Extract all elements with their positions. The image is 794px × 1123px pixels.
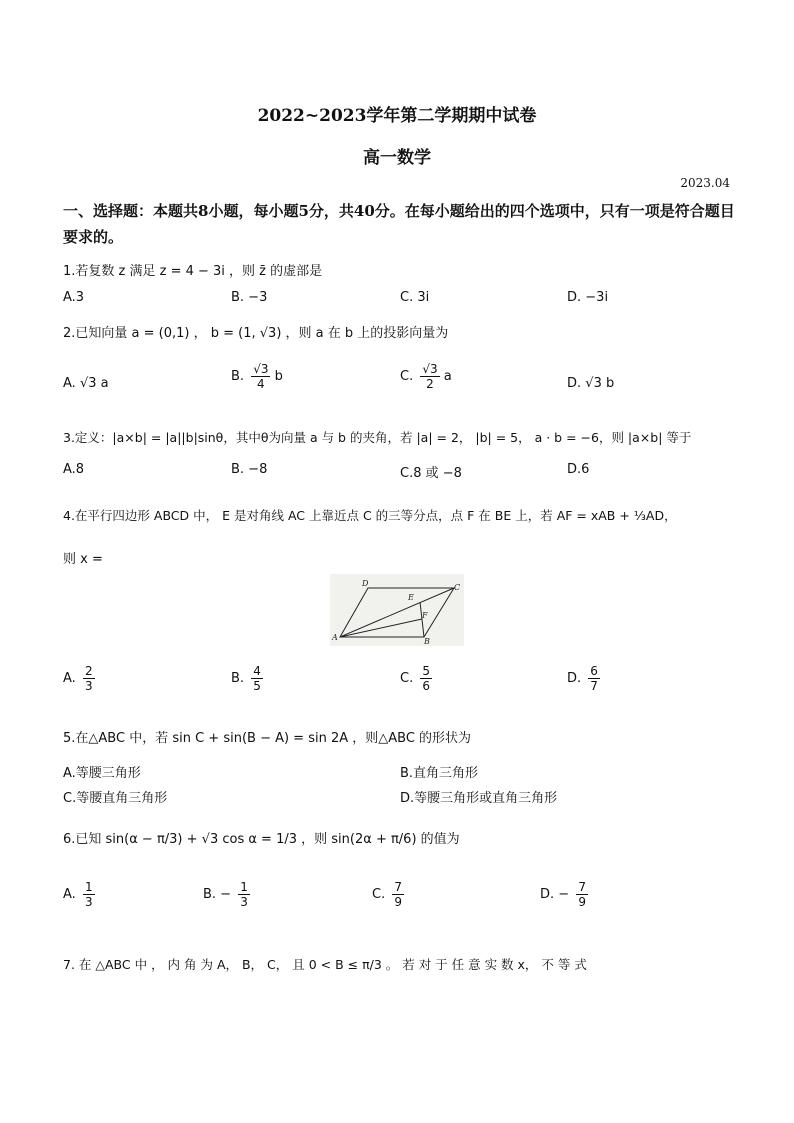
- q2-option-b-denominator: 4: [257, 377, 265, 391]
- q4-option-b-denominator: 5: [253, 679, 261, 693]
- q4-option-b-numerator: 4: [253, 664, 261, 678]
- q4-option-d: [567, 664, 600, 693]
- q6-option-a-denominator: 3: [84, 895, 93, 909]
- q2-option-c-denominator: 2: [426, 377, 434, 391]
- parallelogram-figure: [330, 574, 464, 646]
- question-3-stem: 3.定义：|a×b| = |a||b|sinθ，其中θ为向量 a 与 b 的夹角，若 |a| = 2， |b| = 5， a · b = −6，则 |a×b| 等于: [63, 430, 692, 445]
- q2-option-b-vector: b: [274, 369, 283, 384]
- label-d: D: [362, 579, 369, 588]
- q4-option-c-numerator: 5: [422, 664, 430, 678]
- q2-option-a-expr: √3 a: [79, 376, 109, 391]
- q1-option-b: B. −3: [231, 290, 268, 305]
- question-2-stem: 2.已知向量 a = (0,1) ， b = (1, √3) ，则 a 在 b 上的投影向量为: [63, 326, 449, 341]
- q4-option-d-denominator: 7: [590, 679, 598, 693]
- exam-date: 2023.04: [680, 176, 730, 190]
- question-4-stem-line1: 4.在平行四边形 ABCD 中， E 是对角线 AC 上靠近点 C 的三等分点，点 F 在 BE 上，若 AF = xAB + ⅓AD，: [63, 508, 677, 523]
- question-4-stem-line2: 则 x =: [63, 552, 103, 567]
- q2-option-b-fraction: [251, 362, 270, 391]
- q4-option-d-numerator: 6: [590, 664, 598, 678]
- q6-option-b-fraction: [238, 880, 250, 909]
- q5-option-d: D.等腰三角形或直角三角形: [400, 791, 558, 806]
- q3-option-d: D.6: [567, 462, 590, 477]
- q2-option-b-numerator: √3: [253, 362, 269, 376]
- q4-option-a: [63, 664, 95, 693]
- q4-option-b-prefix: B.: [231, 671, 245, 686]
- q5-option-a: A.等腰三角形: [63, 766, 141, 781]
- label-e: E: [408, 593, 414, 602]
- question-1-stem: 1.若复数 z 满足 z = 4 − 3i ，则 z̄ 的虚部是: [63, 264, 323, 279]
- label-f: F: [422, 611, 428, 620]
- question-5-stem: 5.在△ABC 中，若 sin C + sin(B − A) = sin 2A ，则△ABC 的形状为: [63, 731, 472, 746]
- parallelogram-diagram: [330, 574, 464, 646]
- q3-option-c: C.8 或 −8: [400, 466, 462, 481]
- q6-option-a-prefix: A.: [63, 887, 76, 902]
- q6-option-b-numerator: 1: [240, 880, 248, 894]
- q4-option-c-fraction: [420, 664, 432, 693]
- q4-option-b-fraction: [251, 664, 263, 693]
- q4-option-c-prefix: C.: [400, 671, 414, 686]
- section-heading: 一、选择题：本题共8小题，每小题5分，共40分。在每小题给出的四个选项中，只有一项是符合题目要求的。: [63, 202, 735, 246]
- q4-option-d-fraction: [588, 664, 600, 693]
- exam-title: 2022~2023学年第二学期期中试卷: [257, 106, 537, 126]
- label-b: B: [424, 637, 430, 646]
- q4-option-a-numerator: 2: [84, 664, 93, 678]
- q6-option-d-prefix: D. −: [540, 887, 570, 902]
- q6-option-d-fraction: [576, 880, 588, 909]
- q6-option-c-numerator: 7: [394, 880, 402, 894]
- question-7-stem: 7. 在 △ABC 中 ， 内 角 为 A， B， C， 且 0 < B ≤ π/3 。 若 对 于 任 意 实 数 x， 不 等 式: [63, 957, 587, 972]
- q3-option-a: A.8: [63, 462, 85, 477]
- question-6-stem: 6.已知 sin(α − π/3) + √3 cos α = 1/3 ，则 sin(2α + π/6) 的值为: [63, 832, 460, 847]
- q2-option-c-vector: a: [443, 369, 452, 384]
- q2-option-d: [567, 376, 614, 391]
- q2-option-a: [63, 376, 109, 391]
- q6-option-c-prefix: C.: [372, 887, 386, 902]
- q4-option-a-prefix: A.: [63, 671, 76, 686]
- q4-option-c: [400, 664, 432, 693]
- q6-option-b-denominator: 3: [240, 895, 248, 909]
- q6-option-c-denominator: 9: [394, 895, 402, 909]
- q2-option-b-prefix: B.: [231, 369, 245, 384]
- q5-option-b: B.直角三角形: [400, 766, 479, 781]
- q2-option-d-expr: √3 b: [585, 376, 615, 391]
- q4-option-a-fraction: [83, 664, 95, 693]
- q6-option-a-numerator: 1: [84, 880, 93, 894]
- q4-option-a-denominator: 3: [84, 679, 93, 693]
- q4-option-c-denominator: 6: [422, 679, 430, 693]
- q2-option-d-prefix: D.: [567, 376, 582, 391]
- q6-option-c-fraction: [392, 880, 404, 909]
- q2-option-c: [400, 362, 452, 391]
- q2-option-b: [231, 362, 283, 391]
- q6-option-a-fraction: [83, 880, 95, 909]
- q6-option-b: [203, 880, 250, 909]
- q2-option-a-prefix: A.: [63, 376, 76, 391]
- q6-option-d-numerator: 7: [578, 880, 586, 894]
- q2-option-c-prefix: C.: [400, 369, 414, 384]
- q5-option-c: C.等腰直角三角形: [63, 791, 168, 806]
- q6-option-d-denominator: 9: [578, 895, 586, 909]
- exam-subject: 高一数学: [363, 148, 431, 168]
- q4-option-b: [231, 664, 263, 693]
- q2-option-c-fraction: [420, 362, 439, 391]
- q3-option-b: B. −8: [231, 462, 268, 477]
- q6-option-a: [63, 880, 95, 909]
- q1-option-a: A.3: [63, 290, 85, 305]
- label-c: C: [454, 583, 461, 592]
- label-a: A: [332, 633, 338, 642]
- q1-option-d: D. −3i: [567, 290, 609, 305]
- q2-option-c-numerator: √3: [422, 362, 438, 376]
- q6-option-b-prefix: B. −: [203, 887, 232, 902]
- q6-option-c: [372, 880, 404, 909]
- q4-option-d-prefix: D.: [567, 671, 582, 686]
- q6-option-d: [540, 880, 588, 909]
- q1-option-c: C. 3i: [400, 290, 430, 305]
